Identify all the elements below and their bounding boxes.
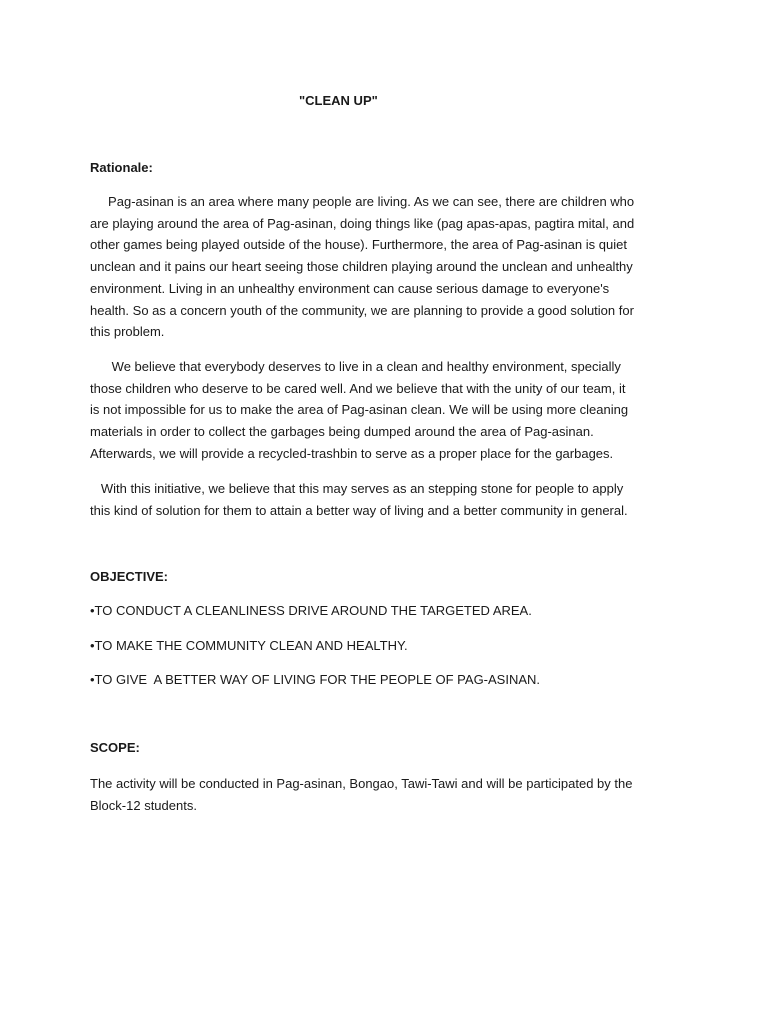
objective-item: •TO GIVE A BETTER WAY OF LIVING FOR THE PEOPLE OF PAG-ASINAN. (90, 672, 541, 687)
rationale-heading: Rationale: (90, 160, 153, 175)
paragraph-line: Block-12 students. (90, 797, 197, 813)
paragraph-line: those children who deserve to be cared well. And we believe that with the unity of our team, it (90, 380, 626, 396)
paragraph-line: materials in order to collect the garbages being dumped around the area of Pag-asinan. (90, 424, 594, 440)
document-title: "CLEAN UP" (299, 93, 378, 108)
paragraph-line: With this initiative, we believe that this may serves as an stepping stone for people to apply (90, 481, 624, 496)
paragraph-line: Pag-asinan is an area where many people are living. As we can see, there are children who (90, 194, 635, 209)
paragraph-line: The activity will be conducted in Pag-asinan, Bongao, Tawi-Tawi and will be participated by the (90, 776, 633, 791)
paragraph-line: health. So as a concern youth of the community, we are planning to provide a good solution for (90, 302, 634, 318)
rationale-paragraph-1 (90, 191, 678, 343)
objective-item: •TO MAKE THE COMMUNITY CLEAN AND HEALTHY. (90, 638, 408, 653)
paragraph-line: unclean and it pains our heart seeing those children playing around the unclean and unhealthy (90, 259, 633, 275)
objective-item: •TO CONDUCT A CLEANLINESS DRIVE AROUND THE TARGETED AREA. (90, 603, 532, 618)
paragraph-line: other games being played outside of the house). Furthermore, the area of Pag-asinan is quiet (90, 237, 627, 253)
scope-heading: SCOPE: (90, 740, 140, 755)
scope-paragraph (90, 773, 678, 816)
rationale-paragraph-2 (90, 356, 678, 465)
rationale-paragraph-3 (90, 478, 678, 521)
paragraph-line: this problem. (90, 324, 165, 340)
paragraph-line: this kind of solution for them to attain a better way of living and a better community in general. (90, 502, 628, 518)
paragraph-line: Afterwards, we will provide a recycled-trashbin to serve as a proper place for the garbages. (90, 445, 614, 461)
paragraph-line: We believe that everybody deserves to live in a clean and healthy environment, specially (90, 359, 621, 374)
paragraph-line: is not impossible for us to make the area of Pag-asinan clean. We will be using more cleaning (90, 402, 629, 418)
paragraph-line: environment. Living in an unhealthy environment can cause serious damage to everyone's (90, 280, 610, 296)
objective-heading: OBJECTIVE: (90, 569, 169, 584)
paragraph-line: are playing around the area of Pag-asinan, doing things like (pag apas-apas, pagtira mital, and (90, 215, 635, 231)
